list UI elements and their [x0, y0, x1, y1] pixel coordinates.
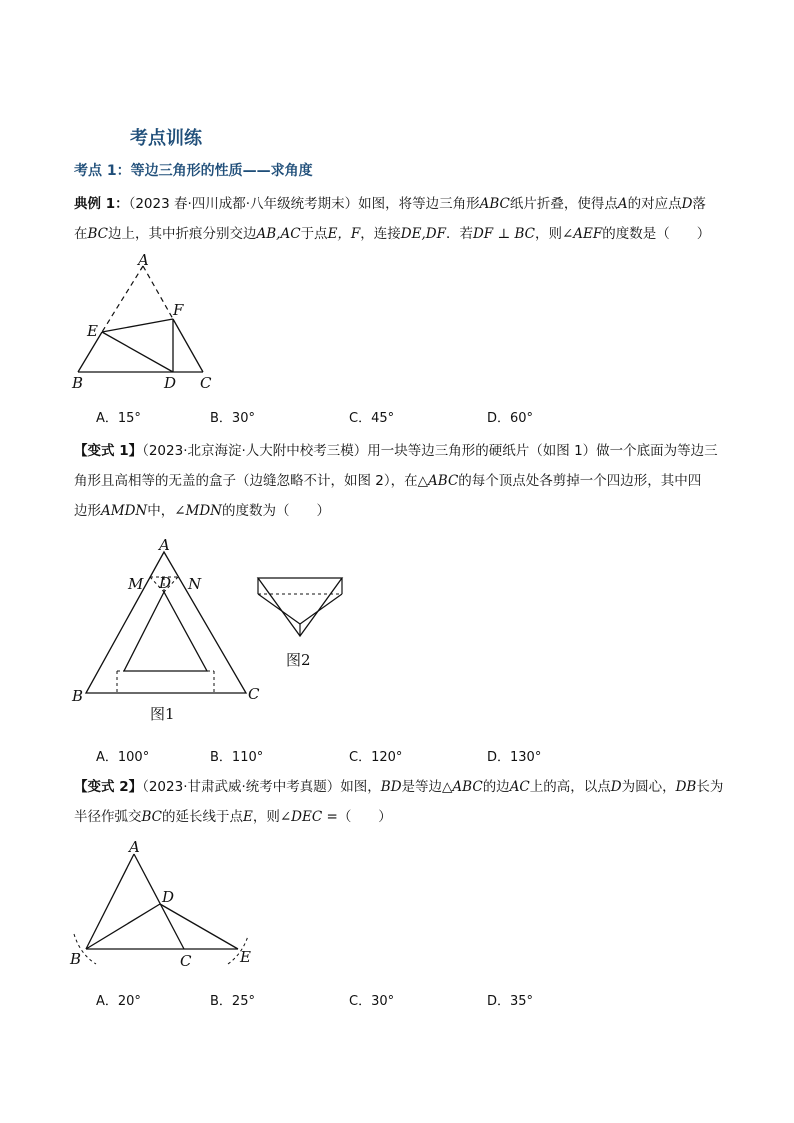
q1-option-d[interactable]: D．60°	[487, 411, 534, 426]
label-b: B	[70, 950, 82, 968]
q3-math: BC	[141, 809, 163, 825]
figure-2-caption: 图2	[286, 651, 311, 669]
question-3-line-1	[74, 772, 724, 802]
q1-math: ABC	[479, 196, 510, 212]
q3-math: D	[610, 779, 622, 795]
q2-math: ∠MDN	[174, 503, 222, 519]
q3-math: AC	[509, 779, 530, 795]
question-3-line-2	[74, 802, 724, 832]
label-m: M	[128, 575, 144, 593]
q3-text: 为圆心，	[621, 779, 676, 795]
q2-option-a[interactable]: A．100°	[96, 750, 150, 765]
segment-ef	[102, 319, 173, 332]
q3-text: 如图，	[340, 779, 381, 795]
label-e: E	[87, 322, 98, 340]
question-3-source: （2023·甘肃武威·统考中考真题）	[142, 779, 341, 795]
q3-text: 上的高，以点	[529, 779, 611, 795]
q1-text: 的度数是（ ）	[602, 226, 711, 242]
segment-ac	[134, 854, 184, 949]
q1-math: E，F	[327, 226, 361, 242]
q3-text: （ ）	[337, 809, 392, 825]
q1-text: 落	[692, 196, 706, 212]
q2-text: 边形	[74, 503, 101, 519]
q3-option-a[interactable]: A．20°	[96, 994, 141, 1009]
q2-option-c[interactable]: C．120°	[349, 750, 403, 765]
label-d: D	[159, 574, 172, 592]
segment-fc	[173, 319, 203, 372]
q2-text: 角形且高相等的无盖的盒子（边缝忽略不计，如图 2），在	[74, 473, 418, 489]
q3-text: 是等边	[401, 779, 443, 795]
box-bottom-right	[300, 594, 342, 624]
question-2-line-2	[74, 466, 724, 496]
q1-text: ．若	[445, 226, 473, 242]
q1-text: 边上，其中折痕分别交边	[108, 226, 257, 242]
q1-text: 在	[74, 226, 88, 242]
question-2-line-1	[74, 436, 724, 466]
q1-text: ，连接	[360, 226, 401, 242]
question-3-label: 【变式 2】	[74, 779, 143, 795]
question-2-text	[74, 436, 724, 526]
question-3-figure	[60, 836, 270, 976]
question-1-figure	[60, 248, 240, 396]
q3-text: 长为	[696, 779, 724, 795]
label-n: N	[188, 575, 202, 593]
label-a: A	[129, 838, 140, 856]
q3-text: 的边	[482, 779, 510, 795]
box-bottom-left	[258, 594, 300, 624]
fold-line-ae	[102, 266, 143, 332]
q1-text: ，则	[534, 226, 562, 242]
section-subtitle: 考点 1：等边三角形的性质——求角度	[74, 163, 313, 179]
label-a: A	[159, 536, 170, 554]
q1-math: AB,AC	[256, 226, 301, 242]
question-2-label: 【变式 1】	[74, 443, 143, 459]
q2-math: △ABC	[417, 473, 459, 489]
q3-math: △ABC	[442, 779, 483, 795]
label-e: E	[240, 948, 251, 966]
question-2-figure-2	[250, 570, 350, 670]
question-3-text	[74, 772, 724, 832]
q3-option-d[interactable]: D．35°	[487, 994, 534, 1009]
label-c: C	[200, 374, 212, 392]
label-f: F	[173, 301, 184, 319]
q1-math: A	[617, 196, 628, 212]
q1-text: 纸片折叠，使得点	[509, 196, 618, 212]
q1-math: ∠AEF	[561, 226, 603, 242]
q2-option-b[interactable]: B．110°	[210, 750, 264, 765]
question-1-line-2	[74, 219, 724, 249]
figure-1-caption: 图1	[150, 705, 175, 723]
q2-math: AMDN	[101, 503, 148, 519]
fold-line-af	[143, 266, 173, 319]
question-1-text	[74, 189, 724, 249]
q1-math: D	[681, 196, 693, 212]
label-a: A	[138, 251, 149, 269]
q1-math: DF ⊥ BC	[472, 226, 535, 242]
q2-text: 的每个顶点处各剪掉一个四边形，其中四	[458, 473, 702, 489]
q2-text: 用一块等边三角形的硬纸片（如图 1）做一个底面为等边三	[367, 443, 718, 459]
q1-math: DE,DF	[400, 226, 446, 242]
label-d: D	[162, 888, 175, 906]
q1-math: BC	[87, 226, 109, 242]
q3-option-c[interactable]: C．30°	[349, 994, 395, 1009]
q3-math: ∠DEC =	[279, 809, 338, 825]
q3-math: E	[243, 809, 253, 825]
question-1-label: 典例 1：	[74, 196, 129, 212]
q3-text: ，则	[252, 809, 280, 825]
label-b: B	[72, 687, 84, 705]
q1-option-a[interactable]: A．15°	[96, 411, 141, 426]
q3-option-b[interactable]: B．25°	[210, 994, 255, 1009]
q3-math: DB	[675, 779, 697, 795]
question-2-figure-1	[66, 535, 276, 725]
label-d: D	[164, 374, 177, 392]
question-1-line-1	[74, 189, 724, 219]
q1-text: 如图，将等边三角形	[358, 196, 480, 212]
q2-text: 的度数为（ ）	[222, 503, 330, 519]
question-1-source: （2023 春·四川成都·八年级统考期末）	[128, 196, 359, 212]
segment-ed	[102, 332, 173, 372]
q1-text: 于点	[300, 226, 328, 242]
q1-option-c[interactable]: C．45°	[349, 411, 395, 426]
label-b: B	[72, 374, 84, 392]
q1-text: 的对应点	[627, 196, 682, 212]
q3-text: 的延长线于点	[162, 809, 244, 825]
question-2-source: （2023·北京海淀·人大附中校考三模）	[142, 443, 368, 459]
label-c: C	[248, 685, 260, 703]
q2-text: 中，	[147, 503, 175, 519]
question-2-line-3	[74, 496, 724, 526]
q2-option-d[interactable]: D．130°	[487, 750, 542, 765]
q1-option-b[interactable]: B．30°	[210, 411, 255, 426]
q3-math: BD	[380, 779, 402, 795]
section-title: 考点训练	[130, 128, 202, 149]
label-c: C	[180, 952, 192, 970]
q3-text: 半径作弧交	[74, 809, 142, 825]
